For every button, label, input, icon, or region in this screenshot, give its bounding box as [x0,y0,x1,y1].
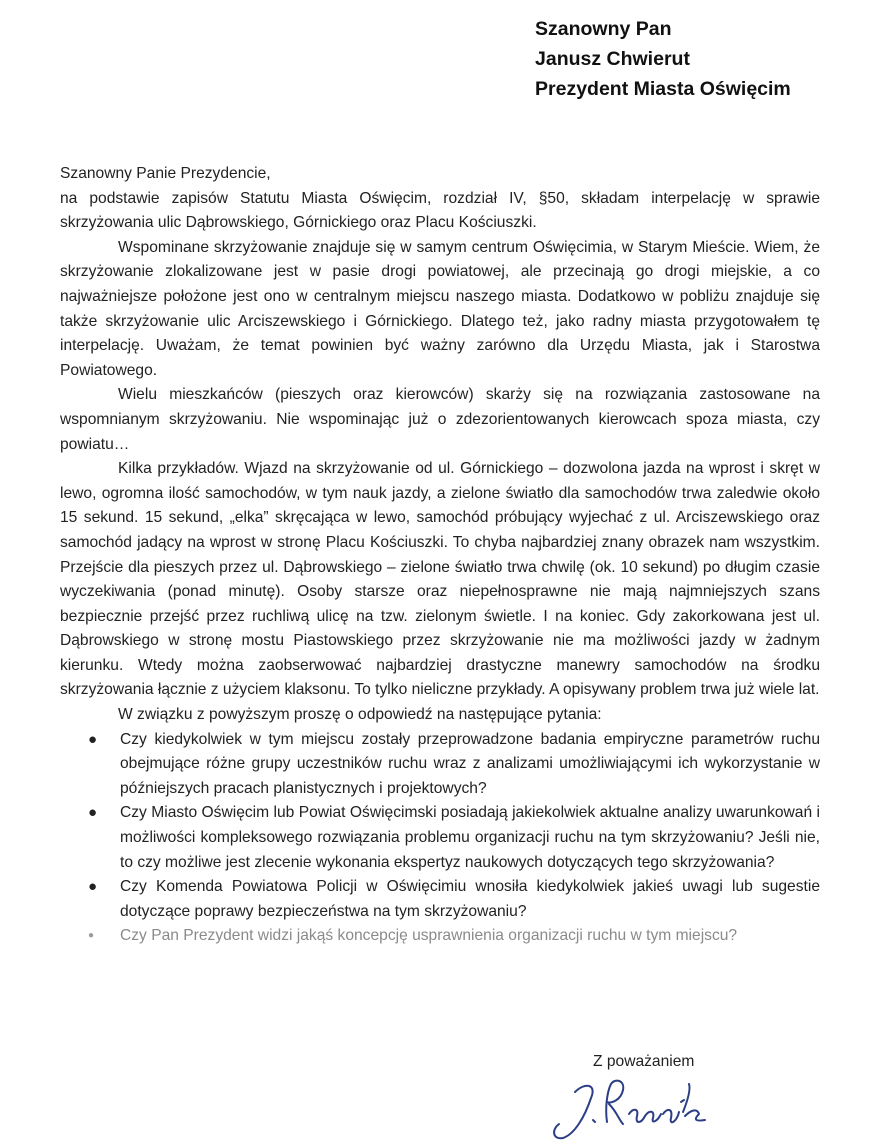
paragraph-intro: na podstawie zapisów Statutu Miasta Oświęcim, rozdział IV, §50, składam interpelację w sprawie skrzyżowania ulic Dąbrowskiego, Górnickiego oraz Placu Kościuszki. [60,189,820,232]
question-text: Czy Pan Prezydent widzi jakąś koncepcję usprawnienia organizacji ruchu w tym miejscu? [120,927,738,945]
paragraph-location: Wspominane skrzyżowanie znajduje się w samym centrum Oświęcimia, w Starym Mieście. Wiem, że skrzyżowanie zlokalizowane jest w pasie drogi powiatowej, ale przecinają go drogi miejskie, a co najważniejsze położone jest ono w centralnym miejscu naszego miasta. Dodatkowo w pobliżu znajduje się także skrzyżowanie ulic Arciszewskiego i Górnickiego. Dlatego też, jako radny miasta przygotowałem tę interpelację. Uważam, że temat powinien być ważny zarówno dla Urzędu Miasta, jak i Starostwa Powiatowego. [60,238,820,379]
addressee-title: Prezydent Miasta Oświęcim [535,78,791,100]
paragraph-request: W związku z powyższym proszę o odpowiedź na następujące pytania: [118,706,602,724]
list-item [60,875,820,924]
list-item [60,801,820,875]
bullet-icon: ● [88,730,98,748]
paragraph-complaints: Wielu mieszkańców (pieszych oraz kierowców) skarży się na rozwiązania zastosowane na wspomnianym skrzyżowaniu. Nie wspominając już o zdezorientowanych kierowcach spoza miasta, czy powiatu… [60,386,820,453]
question-text: Czy Miasto Oświęcim lub Powiat Oświęcimski posiadają jakiekolwiek aktualne analizy uwarunkowań i możliwości kompleksowego rozwiązania problemu organizacji ruchu na tym skrzyżowaniu? Jeśli nie, to czy możliwe jest zlecenie wykonania ekspertyz naukowych dotyczących tego skrzyżowania? [120,804,820,871]
bullet-icon: ● [88,878,98,896]
addressee-salutation: Szanowny Pan [535,18,672,40]
addressee-name: Janusz Chwierut [535,48,690,70]
addressee-block [535,14,791,104]
list-item [60,924,820,949]
closing-text: Z poważaniem [593,1053,695,1070]
list-item [60,728,820,802]
letter-body [60,162,820,949]
paragraph-examples: Kilka przykładów. Wjazd na skrzyżowanie od ul. Górnickiego – dozwolona jazda na wprost i skręt w lewo, ogromna ilość samochodów, w tym nauk jazdy, a zielone światło dla samochodów trwa zaledwie około 15 sekund. 15 sekund, „elka” skręcająca w lewo, samochód próbujący wyjechać z ul. Arciszewskiego oraz samochód jadący na wprost w stronę Placu Kościuszki. To chyba najbardziej znany obrazek nam wszystkim. Przejście dla pieszych przez ul. Dąbrowskiego – zielone światło trwa chwilę (ok. 10 sekund) po długim czasie wyczekiwania (ponad minutę). Osoby starsze oraz niepełnosprawne nie mają najmniejszych szans bezpiecznie przejść przez ruchliwą ulicę na tzw. zielonym świetle. I na koniec. Gdy zakorkowana jest ul. Dąbrowskiego w stronę mostu Piastowskiego przez skrzyżowanie nie ma możliwości jazdy w żadnym kierunku. Wtedy można zaobserwować najbardziej drastyczne manewry samochodów na środku skrzyżowania łącznie z użyciem klaksonu. To tylko nieliczne przykłady. A opisywany problem trwa już wiele lat. [60,460,820,699]
question-text: Czy kiedykolwiek w tym miejscu zostały przeprowadzone badania empiryczne parametrów ruchu obejmujące różne grupy uczestników ruchu wraz z analizami umożliwiającymi ich wykorzystanie w późniejszych pracach planistycznych i projektowych? [120,730,820,797]
bullet-icon: ● [88,930,95,942]
questions-list [60,728,820,949]
handwritten-signature [545,1072,715,1148]
bullet-icon: ● [88,804,98,822]
question-text: Czy Komenda Powiatowa Policji w Oświęcimiu wnosiła kiedykolwiek jakieś uwagi lub sugestie dotyczące poprawy bezpieczeństwa na tym skrzyżowaniu? [120,878,820,920]
letter-salutation: Szanowny Panie Prezydencie, [60,165,271,182]
